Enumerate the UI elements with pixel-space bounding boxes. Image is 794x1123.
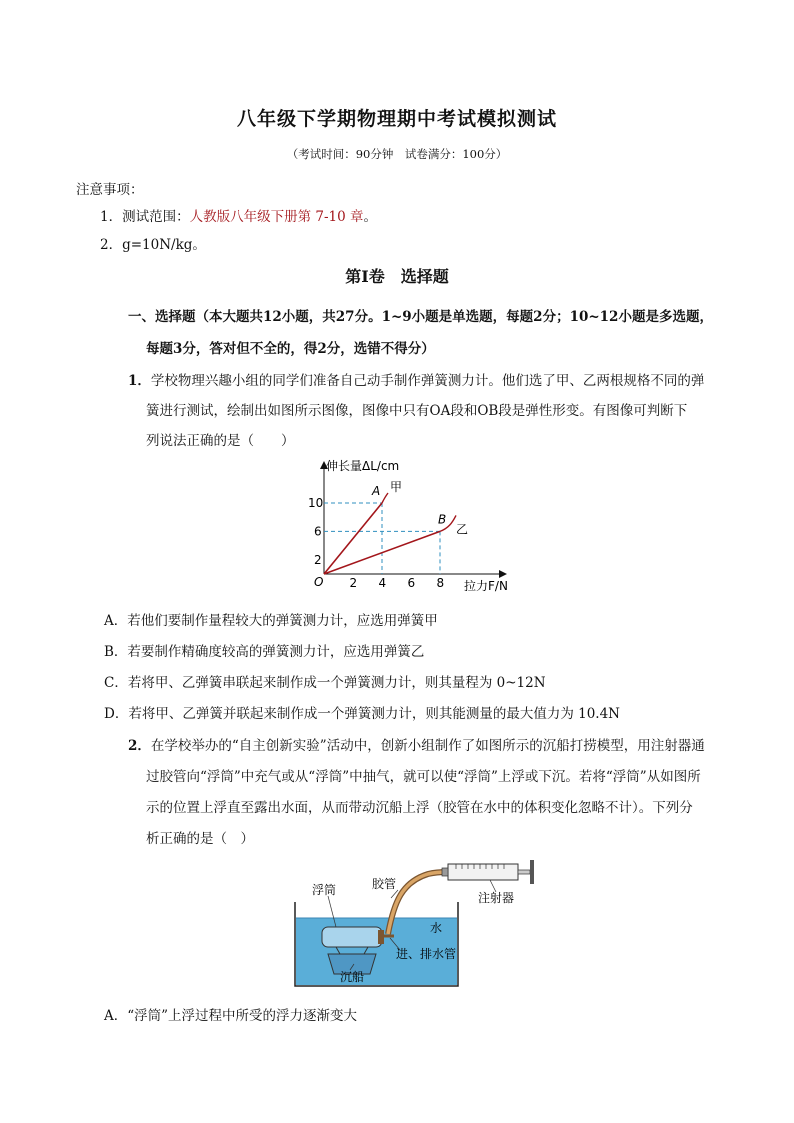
label-ship: 沉船 [340,970,365,984]
q1-option-c: C．若将甲、乙弹簧串联起来制作成一个弹簧测力计，则其量程为 0~12N [104,675,546,691]
label-pipe: 进、排水管 [396,947,457,961]
question-2-line-4: 析正确的是（ ） [146,831,254,847]
y-tick-label: 10 [308,496,324,510]
series-name-2: 乙 [456,522,469,537]
salvage-model-diagram [290,852,540,992]
question-1-text-1: 学校物理兴趣小组的同学们准备自己动手制作弹簧测力计。他们选了甲、乙两根规格不同的弹 [150,373,705,389]
section-instruction-line-1: 一、选择题（本大题共12小题，共27分。1~9小题是单选题，每题2分；10~12小题是多选题， [128,309,713,325]
x-tick-label: 2 [349,576,358,590]
section-instruction-line-2: 每题3分，答对但不全的，得2分，选错不得分） [146,341,435,357]
syringe-icon [448,864,518,880]
q1-option-b: B．若要制作精确度较高的弹簧测力计，应选用弹簧乙 [104,644,425,660]
question-2-line-1 [128,734,705,754]
section-title: 第Ⅰ卷 选择题 [345,267,449,286]
y-tick-label: 6 [314,524,322,539]
syringe-handle [530,860,534,884]
y-axis-label: 伸长量ΔL/cm [326,459,400,473]
note-item-2: 2．g=10N/kg。 [100,237,206,253]
x-axis-label: 拉力F/N [464,579,508,593]
page-title: 八年级下学期物理期中考试模拟测试 [236,108,557,130]
question-2-number: 2． [128,738,151,754]
label-float: 浮筒 [312,883,337,897]
spring-extension-chart [296,452,536,600]
question-2-text-1: 在学校举办的“自主创新实验”活动中，创新小组制作了如图所示的沉船打捞模型，用注射器通 [150,738,705,754]
x-tick-label: 4 [378,576,387,590]
x-tick-label: 8 [436,576,445,590]
series-name-1: 甲 [390,480,403,494]
point-label-B: B [438,512,447,527]
x-tick-label: 6 [407,576,416,590]
q1-option-a: A．若他们要制作量程较大的弹簧测力计，应选用弹簧甲 [104,613,438,629]
syringe-nozzle [442,868,448,876]
note-1-range: 人教版八年级下册第 7-10 章 [189,209,364,225]
note-item-1 [100,205,377,225]
syringe-plunger [518,870,530,874]
note-1-suffix: 。 [363,209,378,225]
question-1-line-2: 簧进行测试，绘制出如图所示图像，图像中只有OA段和OB段是弹性形变。有图像可判断下 [146,403,688,419]
point-label-A: A [372,484,381,498]
note-1-prefix: 1．测试范围： [100,209,190,225]
q1-option-d: D．若将甲、乙弹簧并联起来制作成一个弹簧测力计，则其能测量的最大值力为 10.4N [104,706,620,722]
series-tail-1 [382,493,388,503]
origin-label: O [314,575,324,589]
question-1-line-3: 列说法正确的是（ ） [146,433,295,449]
series-lines [324,480,468,574]
tube-cap [378,930,384,944]
label-hose: 胶管 [372,877,397,891]
q2-option-a: A．“浮筒”上浮过程中所受的浮力逐渐变大 [104,1008,358,1024]
label-syringe: 注射器 [478,891,515,905]
y-tick-label: 2 [314,552,322,567]
notes-heading: 注意事项： [76,182,144,198]
question-1-number: 1． [128,373,151,389]
question-1-line-1 [128,369,704,389]
question-2-line-2: 过胶管向“浮筒”中充气或从“浮筒”中抽气，就可以使“浮筒”上浮或下沉。若将“浮筒”从如图所 [146,769,701,785]
question-2-line-3: 示的位置上浮直至露出水面，从而带动沉船上浮（胶管在水中的体积变化忽略不计）。下列分 [146,800,693,816]
label-water: 水 [430,921,443,935]
float-tube-icon [322,927,382,947]
exam-info: （考试时间：90分钟 试卷满分：100分） [286,147,508,161]
